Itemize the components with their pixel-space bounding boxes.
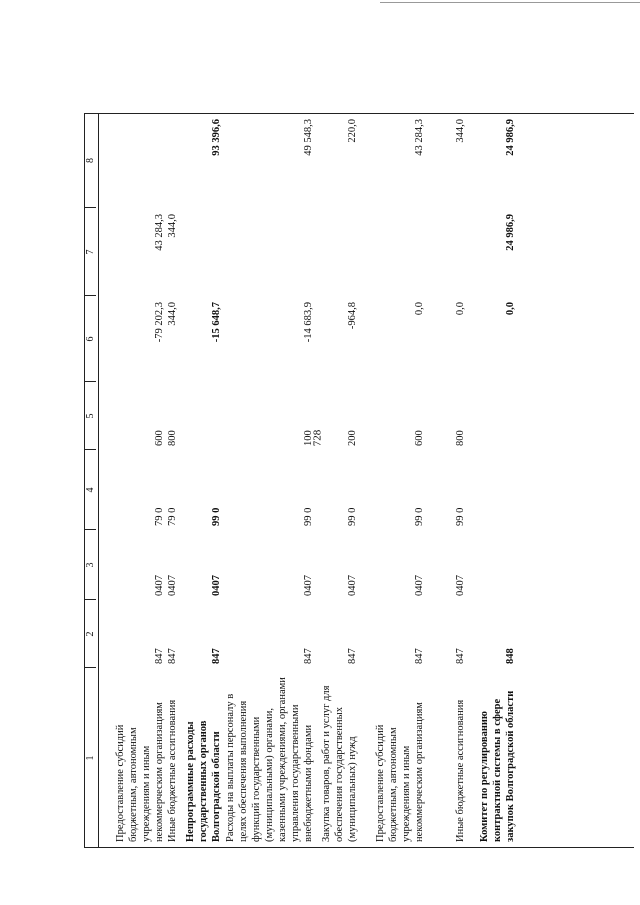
cell-col-3: 0407 xyxy=(414,575,425,596)
cell-col-2: 847 xyxy=(167,648,178,664)
cell-col-6: 0,0 xyxy=(414,302,425,316)
cell-col-4: 99 0 xyxy=(414,507,425,526)
cell-col-3: 0407 xyxy=(167,575,178,596)
cell-col-7: 344,0 xyxy=(167,214,178,238)
row-description: Закупка товаров, работ и услуг для обеспечения государственных (муниципальных) нужд xyxy=(321,685,358,842)
cell-col-2: 847 xyxy=(414,648,425,664)
column-header: 1 xyxy=(85,755,96,761)
column-header: 4 xyxy=(85,487,96,493)
cell-col-4: 79 0 xyxy=(154,507,165,526)
cell-col-2: 847 xyxy=(211,648,222,664)
row-description: Непрограммные расходы государственных органов Волгоградской области xyxy=(185,720,222,842)
cell-col-3: 0407 xyxy=(303,575,314,596)
row-description: Предоставление субсидий бюджетным, автономным учреждениям и иным некоммерческим организациям xyxy=(115,702,165,842)
cell-col-8: 49 548,3 xyxy=(303,119,314,156)
cell-col-8: 93 396,6 xyxy=(211,119,222,156)
cell-col-2: 847 xyxy=(455,648,466,664)
column-header: 8 xyxy=(85,158,96,163)
budget-table xyxy=(84,113,634,848)
row-description: Комитет по регулированию контрактной системы в сфере закупок Волгоградской области xyxy=(479,690,516,842)
table-right-rule xyxy=(84,113,634,114)
cell-col-4: 99 0 xyxy=(455,507,466,526)
cell-col-5: 800 xyxy=(167,430,178,446)
top-edge-line xyxy=(380,2,640,3)
cell-col-7: 24 986,9 xyxy=(505,214,516,251)
page-number: 728 xyxy=(311,429,324,447)
cell-col-3: 0407 xyxy=(455,575,466,596)
row-description: Предоставление субсидий бюджетным, автономным учреждениям и иным некоммерческим организациям xyxy=(375,702,425,842)
cell-col-7: 43 284,3 xyxy=(154,214,165,251)
cell-col-8: 344,0 xyxy=(455,119,466,143)
cell-col-2: 847 xyxy=(303,648,314,664)
row-description: Иные бюджетные ассигнования xyxy=(455,699,466,842)
cell-col-4: 99 0 xyxy=(347,507,358,526)
cell-col-2: 847 xyxy=(154,648,165,664)
cell-col-8: 24 986,9 xyxy=(505,119,516,156)
cell-col-2: 848 xyxy=(505,648,516,664)
cell-col-6: 0,0 xyxy=(505,302,516,316)
cell-col-4: 99 0 xyxy=(303,507,314,526)
cell-col-5: 200 xyxy=(347,430,358,446)
row-description: Иные бюджетные ассигнования xyxy=(167,699,178,842)
cell-col-5: 800 xyxy=(455,430,466,446)
cell-col-3: 0407 xyxy=(211,575,222,596)
cell-col-3: 0407 xyxy=(154,575,165,596)
cell-col-5: 100 xyxy=(303,430,314,446)
column-header: 7 xyxy=(85,249,96,255)
table-left-rule xyxy=(84,847,634,848)
cell-col-6: -14 683,9 xyxy=(303,302,314,343)
column-header: 2 xyxy=(85,631,96,637)
budget-table-rotated xyxy=(84,113,634,848)
cell-col-6: -964,8 xyxy=(347,302,358,330)
cell-col-4: 79 0 xyxy=(167,507,178,526)
cell-col-3: 0407 xyxy=(347,575,358,596)
column-header: 5 xyxy=(85,413,96,419)
cell-col-6: 344,0 xyxy=(167,302,178,326)
row-description: Расходы на выплаты персоналу в целях обеспечения выполнения функций государственными (муниципальными) органами, казенными учреждениями, органами управления государственными внебюджетными фондами xyxy=(225,677,314,842)
cell-col-2: 847 xyxy=(347,648,358,664)
cell-col-8: 220,0 xyxy=(347,119,358,143)
cell-col-4: 99 0 xyxy=(211,507,222,526)
cell-col-6: 0,0 xyxy=(455,302,466,316)
cell-col-6: -15 648,7 xyxy=(211,302,222,343)
cell-col-5: 600 xyxy=(414,430,425,446)
cell-col-5: 600 xyxy=(154,430,165,446)
column-header: 3 xyxy=(85,562,96,568)
column-header: 6 xyxy=(85,336,96,342)
cell-col-8: 43 284,3 xyxy=(414,119,425,156)
cell-col-6: -79 202,3 xyxy=(154,302,165,343)
